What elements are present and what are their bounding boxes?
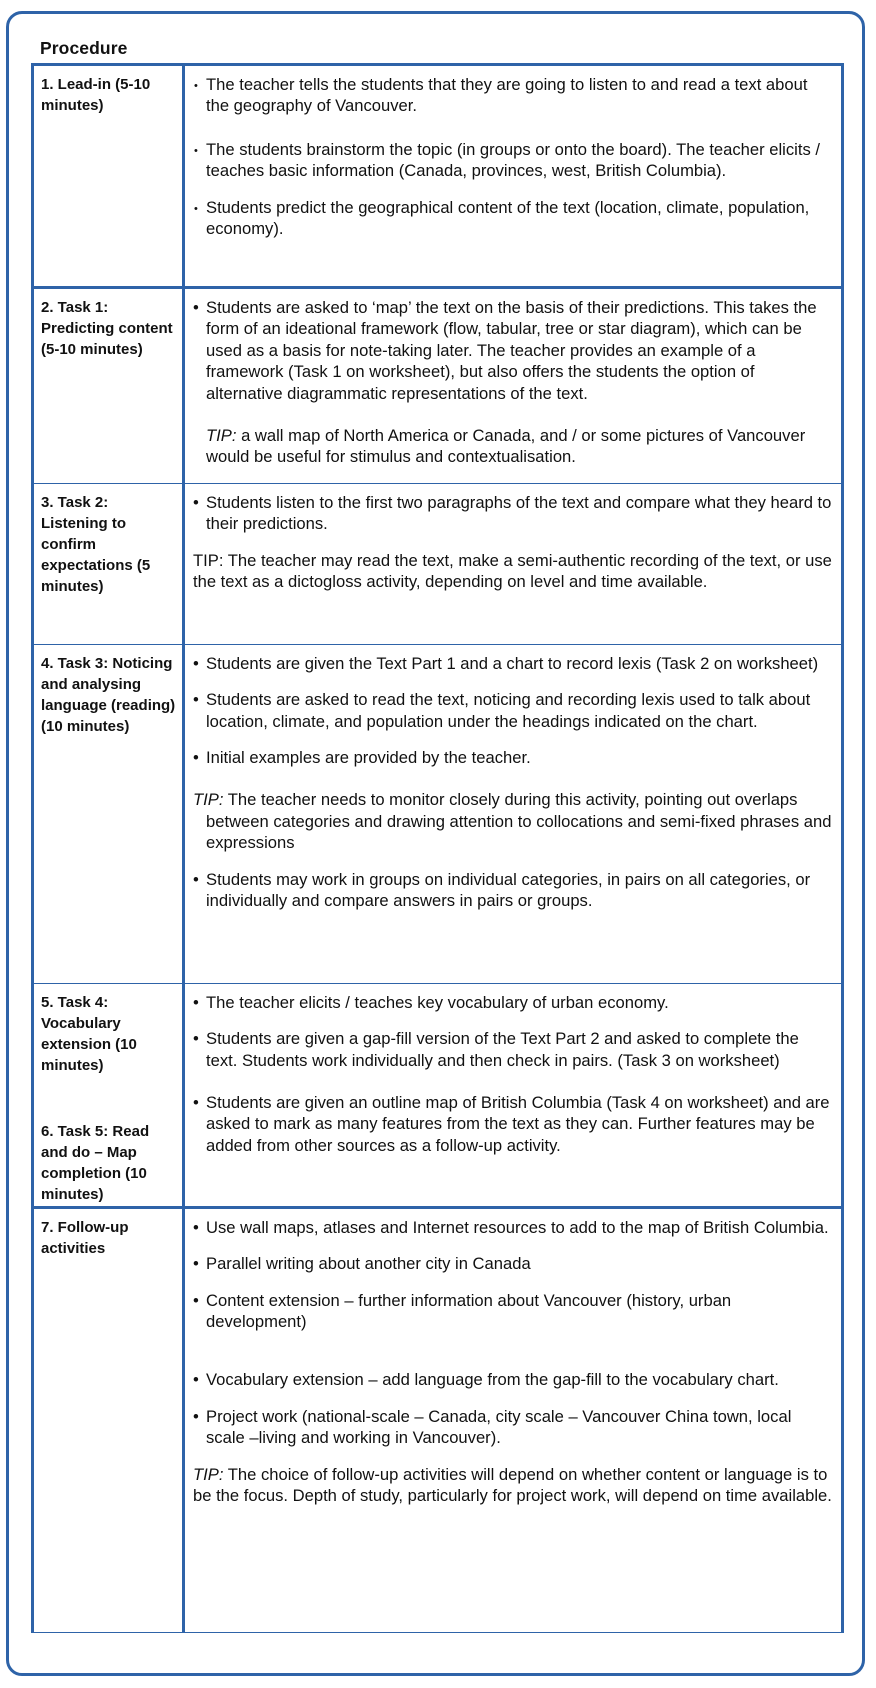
row-label: 3. Task 2: Listening to confirm expectations (5 minutes) <box>33 483 184 644</box>
list-item: • The teacher elicits / teaches key vocabulary of urban economy. <box>193 992 669 1012</box>
list-item: • The students brainstorm the topic (in groups or onto the board). The teacher elicits / teaches basic information (Canada, provinces, west, British Columbia). <box>194 139 820 181</box>
bullet-icon: • <box>194 144 198 157</box>
row-content <box>184 65 843 288</box>
list-item: • Content extension – further information about Vancouver (history, urban development) <box>193 1290 732 1332</box>
list-item: • Students are given the Text Part 1 and a chart to record lexis (Task 2 on worksheet) <box>193 653 819 673</box>
bullet-icon: • <box>193 1254 199 1274</box>
bullet-icon: • <box>193 1093 199 1113</box>
bullet-icon: • <box>194 202 198 215</box>
list-item: • Students are given a gap-fill version of the Text Part 2 and asked to complete the text. Students work individually and then check in pairs. (Task 3 on worksheet) <box>193 1029 799 1070</box>
row-label: 5. Task 4: Vocabulary extension (10 minutes) 6. Task 5: Read and do – Map completion (10 minutes) <box>33 983 184 1207</box>
row-content <box>184 644 843 983</box>
bullet-icon: • <box>193 492 199 512</box>
row-content <box>184 983 843 1207</box>
bullet-icon: • <box>193 1290 199 1310</box>
list-item: • Students may work in groups on individual categories, in pairs on all categories, or individually and compare answers in pairs or groups. <box>193 869 811 911</box>
list-item: • Use wall maps, atlases and Internet resources to add to the map of British Columbia. <box>193 1217 829 1237</box>
bullet-icon: • <box>193 653 199 673</box>
table-row <box>33 288 843 484</box>
procedure-table <box>31 63 844 1633</box>
bullet-icon: • <box>193 869 199 889</box>
list-item: • Parallel writing about another city in Canada <box>193 1254 531 1274</box>
bullet-icon: • <box>193 1406 199 1426</box>
bullet-icon: • <box>194 80 198 92</box>
list-item: • Students are asked to ‘map’ the text on the basis of their predictions. This takes the form of an ideational framework (flow, tabular, tree or star diagram), which can be used as a basis for note-taking later. The teacher provides an example of a framework (Task 1 on worksheet), but also offers the students the option of alternative diagrammatic representations of the text. <box>193 298 817 403</box>
list-item: • Project work (national-scale – Canada, city scale – Vancouver China town, local scale –living and working in Vancouver). <box>193 1406 792 1448</box>
table-row <box>33 65 843 288</box>
bullet-icon: • <box>193 298 199 317</box>
row-label: 7. Follow-up activities <box>33 1207 184 1632</box>
list-item: • The teacher tells the students that they are going to listen to and read a text about the geography of Vancouver. <box>194 75 808 116</box>
table-row <box>33 644 843 983</box>
bullet-icon: • <box>193 1217 199 1237</box>
tip-note: TIP: The choice of follow-up activities will depend on whether content or language is to be the focus. Depth of study, particularly for project work, will depend on time available. <box>193 1464 832 1506</box>
list-item: • Students are given an outline map of British Columbia (Task 4 on worksheet) and are asked to mark as many features from the text as they can. Further features may be added from other sources as a follow-up activity. <box>193 1093 830 1155</box>
list-item: • Vocabulary extension – add language from the gap-fill to the vocabulary chart. <box>193 1370 779 1390</box>
bullet-icon: • <box>193 1370 199 1390</box>
list-item: • Students listen to the first two paragraphs of the text and compare what they heard to their predictions. <box>193 492 832 534</box>
list-item: • Initial examples are provided by the teacher. <box>193 748 531 768</box>
list-item: • Students are asked to read the text, noticing and recording lexis used to talk about location, climate, and population under the headings indicated on the chart. <box>193 690 811 731</box>
tip-note: TIP: a wall map of North America or Canada, and / or some pictures of Vancouver would be useful for stimulus and contextualisation. <box>206 426 806 467</box>
list-item: • Students predict the geographical content of the text (location, climate, population, economy). <box>194 197 810 239</box>
row-label: 1. Lead-in (5-10 minutes) <box>33 65 184 288</box>
tip-note: TIP: The teacher may read the text, make a semi-authentic recording of the text, or use the text as a dictogloss activity, depending on level and time available. <box>193 550 832 592</box>
table-row <box>33 1207 843 1632</box>
bullet-icon: • <box>193 748 199 768</box>
row-label: 4. Task 3: Noticing and analysing language (reading) (10 minutes) <box>33 644 184 983</box>
table-row <box>33 483 843 644</box>
bullet-icon: • <box>193 1029 199 1049</box>
row-content <box>184 1207 843 1632</box>
row-label: 2. Task 1: Predicting content (5-10 minutes) <box>33 288 184 484</box>
row-content <box>184 483 843 644</box>
bullet-icon: • <box>193 992 199 1012</box>
row-content <box>184 288 843 484</box>
page-title: Procedure <box>40 38 128 58</box>
bullet-icon: • <box>193 690 199 710</box>
table-row <box>33 983 843 1207</box>
tip-note: TIP: The teacher needs to monitor closely during this activity, pointing out overlaps between categories and drawing attention to collocations and semi-fixed phrases and expressions <box>193 790 832 853</box>
